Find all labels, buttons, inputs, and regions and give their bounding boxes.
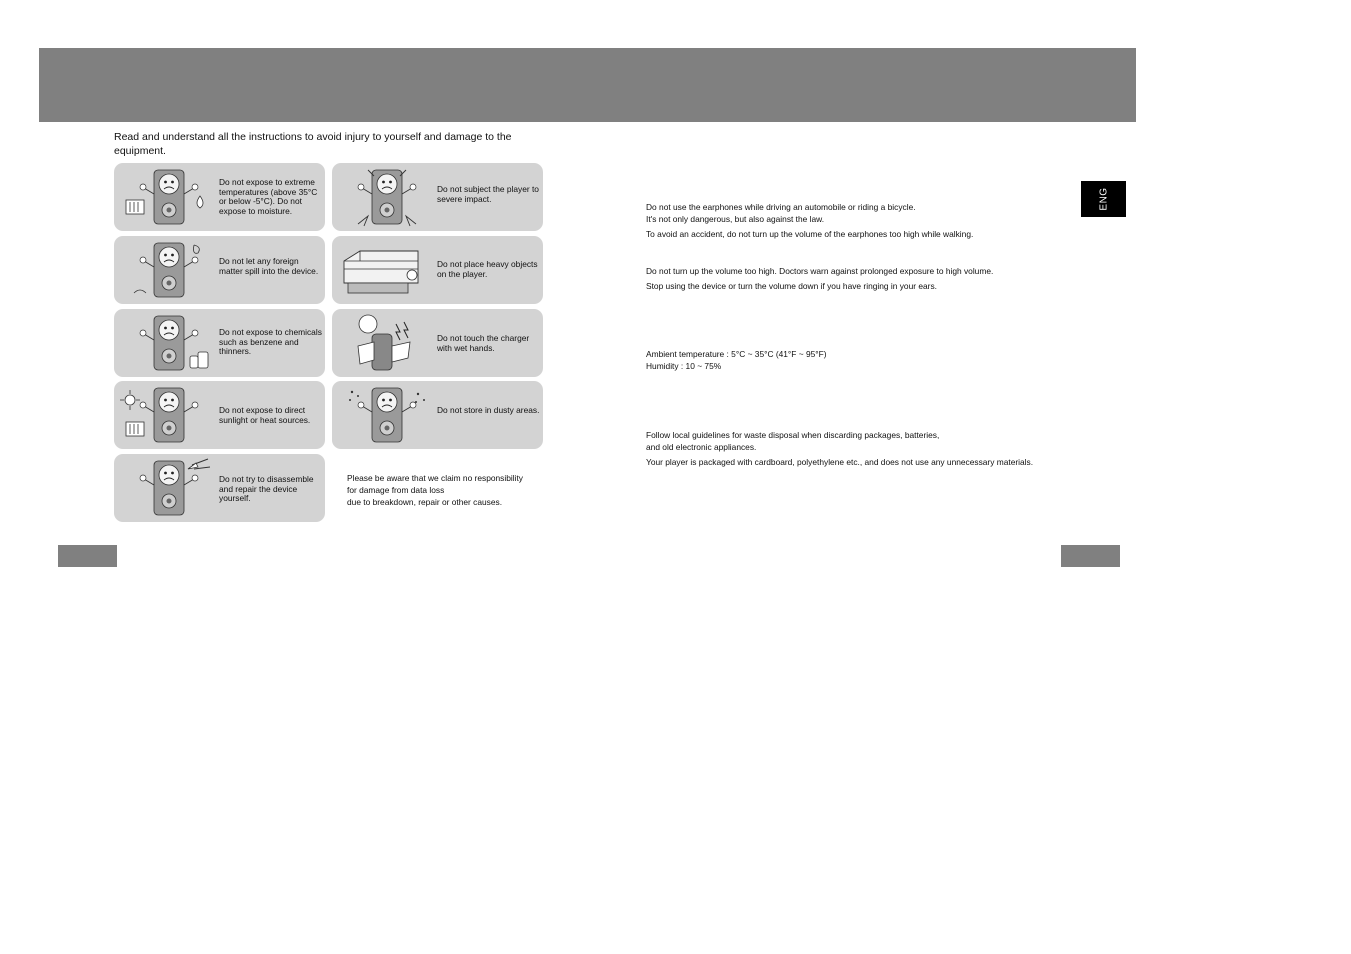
volume-section <box>646 265 993 292</box>
disclaimer-line: due to breakdown, repair or other causes. <box>347 497 503 507</box>
environment-line: Ambient temperature : 5°C ~ 35°C (41°F ~ 95°F) <box>646 349 827 359</box>
card-text: Do not expose to extreme temperatures (above 35°C or below -5°C). Do not expose to moisture. <box>219 177 318 216</box>
card-text: Do not expose to direct sunlight or heat sources. <box>219 405 311 425</box>
caution-card-impact <box>332 163 543 231</box>
page-number-tab-left <box>58 545 117 567</box>
caution-card-dust <box>332 381 543 449</box>
card-text: Do not try to disassemble and repair the device yourself. <box>219 474 314 504</box>
impact-icon <box>338 166 434 228</box>
earphones-line: Do not use the earphones while driving an automobile or riding a bicycle. <box>646 202 916 212</box>
volume-line: Stop using the device or turn the volume down if you have ringing in your ears. <box>646 281 937 291</box>
disposal-section <box>646 429 1033 468</box>
caution-card-sunlight <box>114 381 325 449</box>
temperature-moisture-icon <box>120 166 216 228</box>
caution-card-disassemble <box>114 454 325 522</box>
header-band <box>39 48 1136 122</box>
card-text: Do not expose to chemicals such as benzene and thinners. <box>219 327 322 357</box>
card-text: Do not touch the charger with wet hands. <box>437 333 530 353</box>
card-text: Do not store in dusty areas. <box>437 405 540 415</box>
chemicals-icon <box>120 312 216 374</box>
card-text: Do not let any foreign matter spill into the device. <box>219 256 319 276</box>
disclaimer-line: Please be aware that we claim no responsibility <box>347 473 523 483</box>
language-tab-label: ENG <box>1098 187 1109 211</box>
disposal-line: Follow local guidelines for waste disposal when discarding packages, batteries, <box>646 430 940 440</box>
caution-card-temperature <box>114 163 325 231</box>
caution-card-foreign-matter <box>114 236 325 304</box>
card-text: Do not place heavy objects on the player. <box>437 259 538 279</box>
foreign-matter-icon <box>120 239 216 301</box>
card-text: Do not subject the player to severe impact. <box>437 184 539 204</box>
environment-section <box>646 348 827 372</box>
earphones-line: To avoid an accident, do not turn up the volume of the earphones too high while walking. <box>646 229 974 239</box>
intro-text: Read and understand all the instructions to avoid injury to yourself and damage to the equipment. <box>114 131 512 157</box>
language-tab <box>1081 181 1126 217</box>
wet-hands-charger-icon <box>338 312 434 374</box>
disassemble-icon <box>120 457 216 519</box>
dust-icon <box>338 384 434 446</box>
disposal-line: Your player is packaged with cardboard, polyethylene etc., and does not use any unnecessary materials. <box>646 457 1034 467</box>
volume-line: Do not turn up the volume too high. Doctors warn against prolonged exposure to high volume. <box>646 266 994 276</box>
environment-line: Humidity : 10 ~ 75% <box>646 361 722 371</box>
caution-card-heavy-objects <box>332 236 543 304</box>
earphones-line: It's not only dangerous, but also against the law. <box>646 214 825 224</box>
page-number-tab-right <box>1061 545 1120 567</box>
disclaimer-text <box>347 472 547 508</box>
earphones-section <box>646 201 973 240</box>
sunlight-heat-icon <box>120 384 216 446</box>
caution-card-chemicals <box>114 309 325 377</box>
heavy-objects-icon <box>338 239 434 301</box>
disposal-line: and old electronic appliances. <box>646 442 757 452</box>
caution-card-wet-hands <box>332 309 543 377</box>
disclaimer-line: for damage from data loss <box>347 485 445 495</box>
